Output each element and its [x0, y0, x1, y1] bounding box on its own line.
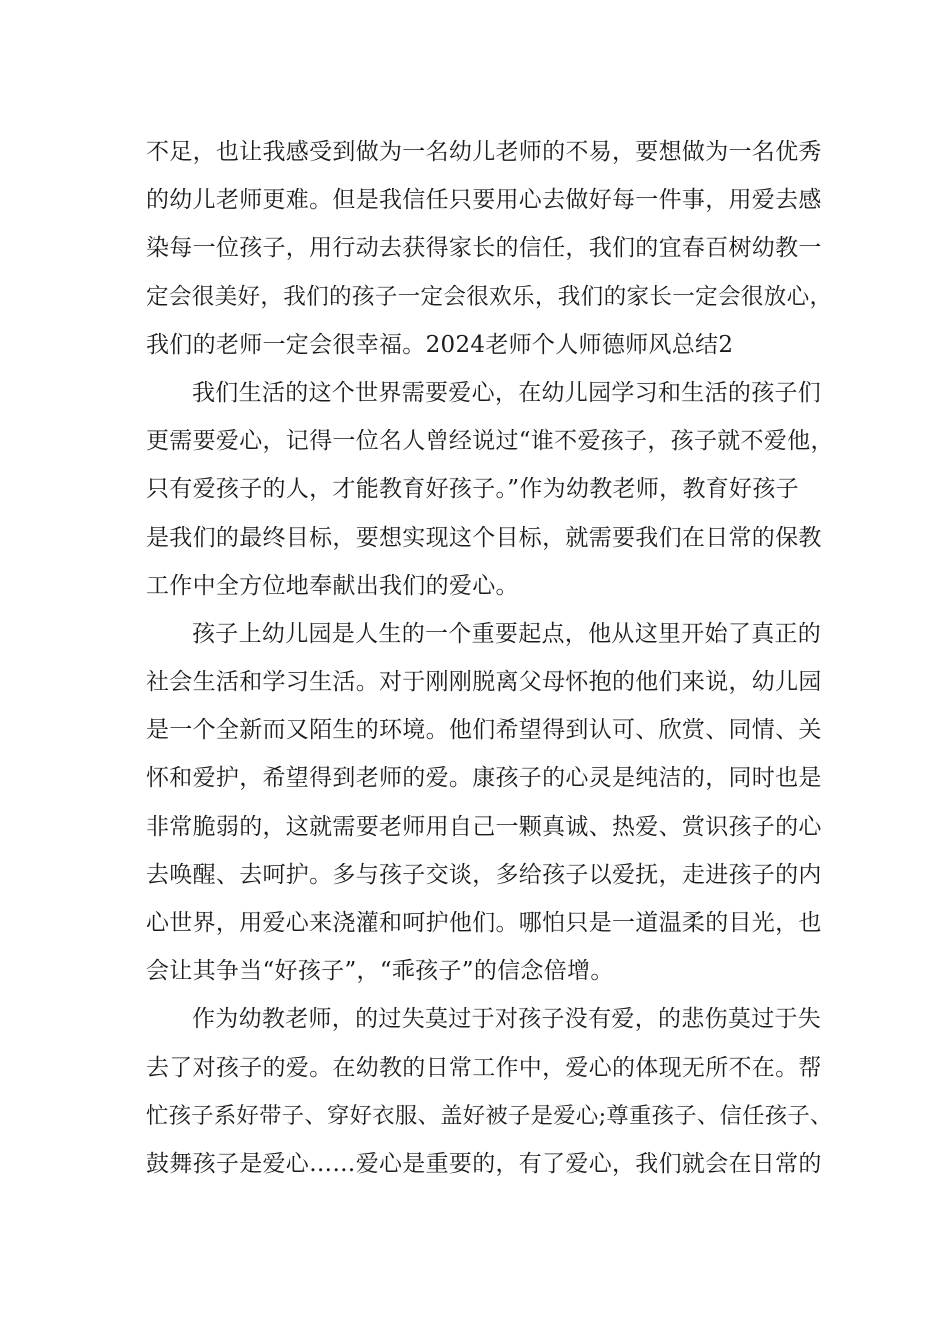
text-line: 染每一位孩子，用行动去获得家长的信任，我们的宜春百树幼教一 [146, 235, 822, 262]
text-line: 只有爱孩子的人，才能教育好孩子。”作为幼教老师，教育好孩子 [146, 476, 799, 503]
text-line: 去唤醒、去呵护。多与孩子交谈，多给孩子以爱抚，走进孩子的内 [146, 861, 822, 888]
text-line: 去了对孩子的爱。在幼教的日常工作中，爱心的体现无所不在。帮 [146, 1054, 822, 1081]
paragraph-first-line: 作为幼教老师，的过失莫过于对孩子没有爱，的悲伤莫过于失 [192, 1006, 822, 1033]
text-line: 会让其争当“好孩子”，“乖孩子”的信念倍增。 [146, 958, 614, 985]
text-line: 鼓舞孩子是爱心……爱心是重要的，有了爱心，我们就会在日常的 [146, 1150, 822, 1177]
text-line: 是一个全新而又陌生的环境。他们希望得到认可、欣赏、同情、关 [146, 717, 822, 744]
paragraph-first-line: 我们生活的这个世界需要爱心，在幼儿园学习和生活的孩子们 [192, 379, 822, 406]
text-line: 的幼儿老师更难。但是我信任只要用心去做好每一件事，用爱去感 [146, 187, 822, 214]
text-line: 忙孩子系好带子、穿好衣服、盖好被子是爱心;尊重孩子、信任孩子、 [146, 1102, 833, 1129]
text-line: 社会生活和学习生活。对于刚刚脱离父母怀抱的他们来说，幼儿园 [146, 669, 822, 696]
text-line: 不足，也让我感受到做为一名幼儿老师的不易，要想做为一名优秀 [146, 139, 822, 165]
text-line: 我们的老师一定会很幸福。2024老师个人师德师风总结2 [146, 331, 734, 358]
text-line: 更需要爱心，记得一位名人曾经说过“谁不爱孩子，孩子就不爱他， [146, 428, 834, 455]
text-line: 心世界，用爱心来浇灌和呵护他们。哪怕只是一道温柔的目光，也 [146, 910, 822, 936]
text-line: 定会很美好，我们的孩子一定会很欢乐，我们的家长一定会很放心， [146, 283, 833, 310]
text-line: 怀和爱护，希望得到老师的爱。康孩子的心灵是纯洁的，同时也是 [146, 765, 822, 792]
paragraph-first-line: 孩子上幼儿园是人生的一个重要起点，他从这里开始了真正的 [192, 620, 822, 647]
text-line: 工作中全方位地奉献出我们的爱心。 [146, 572, 519, 599]
text-line: 是我们的最终目标，要想实现这个目标，就需要我们在日常的保教 [146, 524, 822, 551]
document-body-text [146, 128, 836, 1188]
text-line: 非常脆弱的，这就需要老师用自己一颗真诚、热爱、赏识孩子的心 [146, 813, 822, 840]
